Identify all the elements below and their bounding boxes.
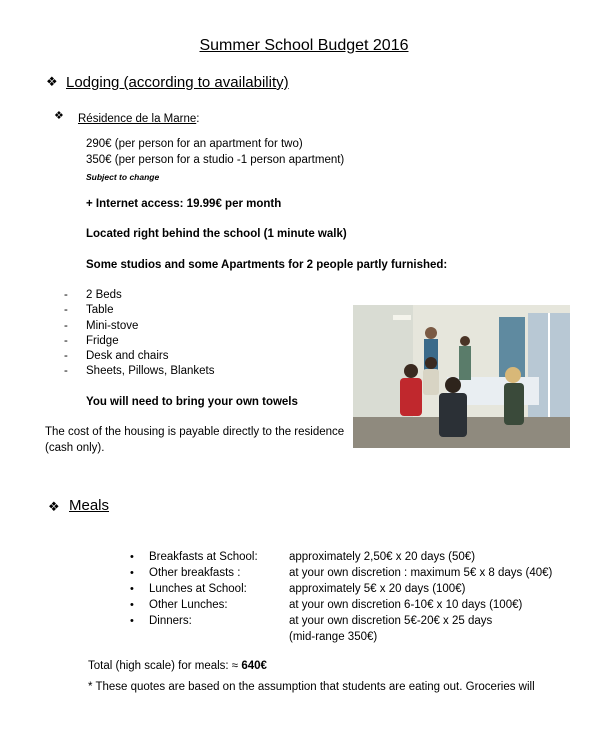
person-seated	[504, 383, 524, 425]
list-item: Mini-stove	[86, 320, 139, 332]
meal-label: Breakfasts at School:	[149, 551, 258, 563]
list-dash: -	[64, 320, 68, 332]
meals-total: Total (high scale) for meals: ≈ 640€	[88, 660, 267, 672]
person-head	[425, 357, 437, 369]
list-item: Desk and chairs	[86, 350, 169, 362]
list-item: Fridge	[86, 335, 119, 347]
page-title: Summer School Budget 2016	[199, 37, 409, 54]
bullet-dot: •	[130, 567, 134, 579]
subject-to-change-note: Subject to change	[86, 172, 160, 182]
meal-value-extra: (mid-range 350€)	[289, 631, 378, 643]
furnished-note: Some studios and some Apartments for 2 people partly furnished:	[86, 259, 448, 271]
list-dash: -	[64, 304, 68, 316]
diamond-bullet-icon: ❖	[48, 499, 60, 514]
bullet-dot: •	[130, 599, 134, 611]
list-dash: -	[64, 350, 68, 362]
meal-value: approximately 2,50€ x 20 days (50€)	[289, 551, 476, 563]
list-item: Table	[86, 304, 114, 316]
meal-label: Lunches at School:	[149, 583, 247, 595]
wall-lamp	[393, 315, 411, 320]
meal-label: Other breakfasts :	[149, 567, 241, 579]
person-head	[404, 364, 418, 378]
meals-footnote: * These quotes are based on the assumption that students are eating out. Groceries will	[88, 681, 535, 693]
housing-cost-note-2: (cash only).	[45, 442, 105, 454]
person-head	[460, 336, 470, 346]
list-dash: -	[64, 289, 68, 301]
list-item: 2 Beds	[86, 289, 122, 301]
bullet-dot: •	[130, 551, 134, 563]
list-dash: -	[64, 335, 68, 347]
meals-heading: Meals	[69, 497, 110, 514]
residence-photo-illustration	[353, 305, 570, 448]
meal-label: Dinners:	[149, 615, 192, 627]
meal-value: at your own discretion 6-10€ x 10 days (100€)	[289, 599, 523, 611]
meal-value: approximately 5€ x 20 days (100€)	[289, 583, 466, 595]
price-studio: 350€ (per person for a studio -1 person apartment)	[86, 154, 345, 166]
meal-value: at your own discretion 5€-20€ x 25 days	[289, 615, 493, 627]
list-item: Sheets, Pillows, Blankets	[86, 365, 215, 377]
person-seated	[423, 369, 439, 395]
bullet-dot: •	[130, 615, 134, 627]
person-head	[445, 377, 461, 393]
diamond-bullet-icon: ❖	[46, 74, 58, 89]
housing-cost-note: The cost of the housing is payable directly to the residence	[45, 426, 345, 438]
list-dash: -	[64, 365, 68, 377]
meal-value: at your own discretion : maximum 5€ x 8 days (40€)	[289, 567, 553, 579]
residence-name: Résidence de la Marne:	[78, 113, 200, 125]
person-seated-red	[400, 378, 422, 416]
internet-access: + Internet access: 19.99€ per month	[86, 198, 282, 210]
person-head	[505, 367, 521, 383]
bullet-dot: •	[130, 583, 134, 595]
meal-label: Other Lunches:	[149, 599, 228, 611]
towels-note: You will need to bring your own towels	[86, 396, 298, 408]
person-seated-dark	[439, 393, 467, 437]
price-apartment: 290€ (per person for an apartment for two)	[86, 138, 303, 150]
diamond-bullet-icon: ❖	[54, 110, 64, 122]
residence-photo	[353, 305, 570, 448]
person-standing	[459, 346, 471, 380]
lodging-heading: Lodging (according to availability)	[66, 74, 289, 91]
location-note: Located right behind the school (1 minute walk)	[86, 228, 347, 240]
person-head	[425, 327, 437, 339]
